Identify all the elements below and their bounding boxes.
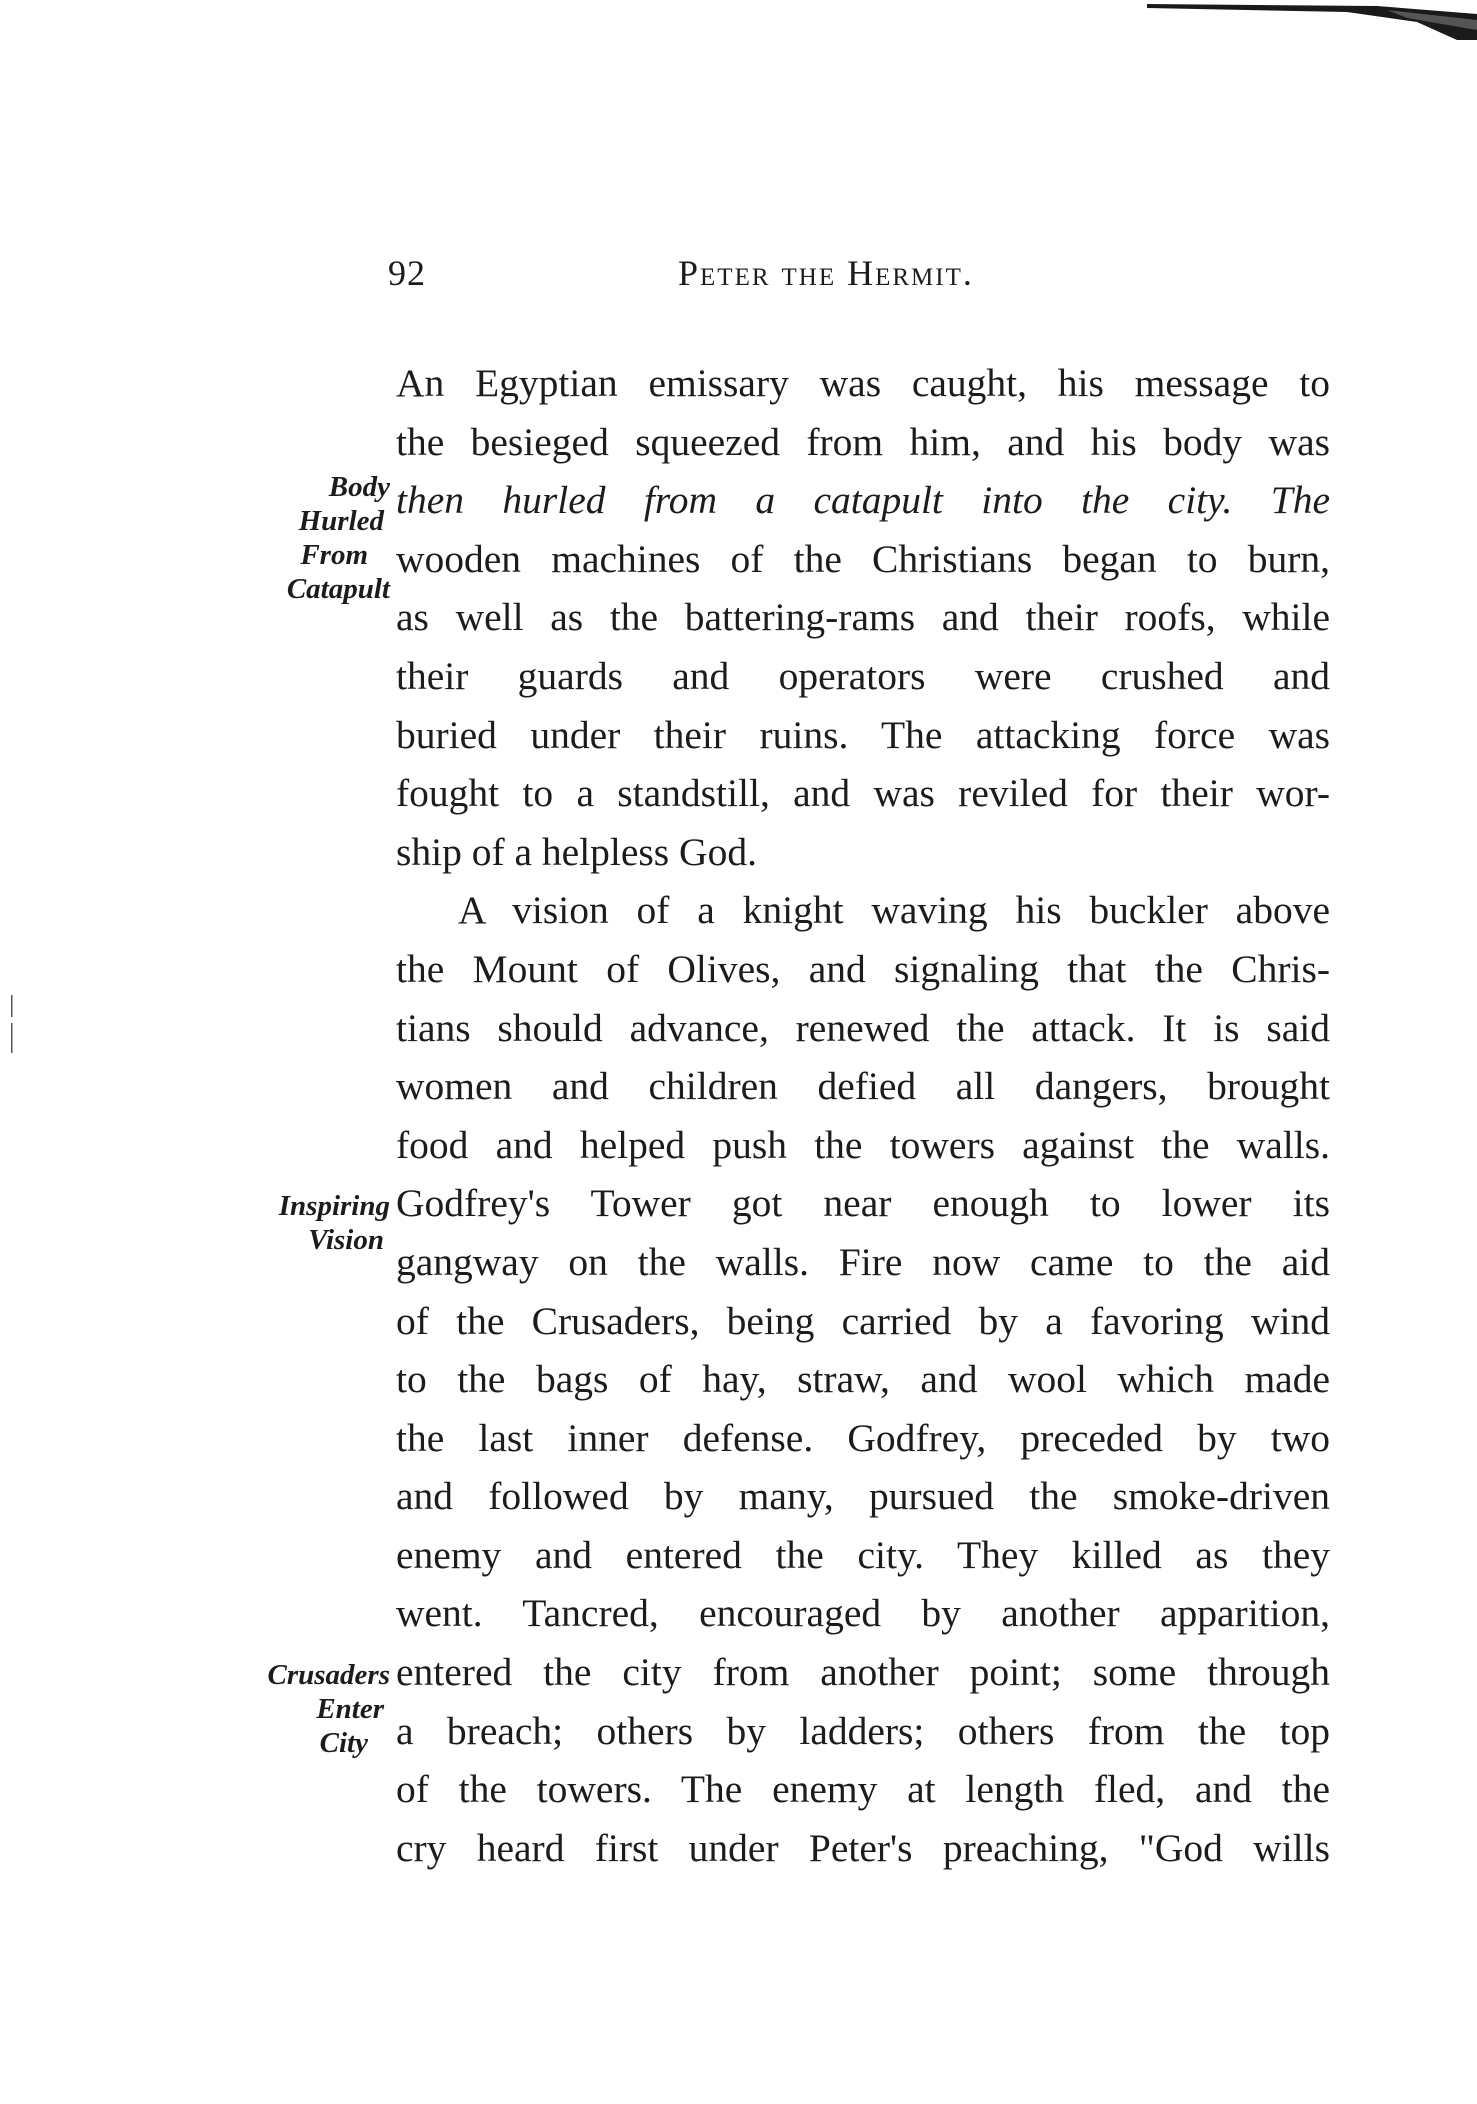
- text-line: the besieged squeezed from him, and his body was: [396, 419, 1330, 464]
- text-line: women and children defied all dangers, brought: [396, 1064, 1330, 1109]
- text-line: fought to a standstill, and was reviled for their wor-: [396, 771, 1330, 816]
- body-text: [396, 354, 1330, 1877]
- text-line: of the towers. The enemy at length fled, and the: [396, 1767, 1330, 1812]
- text-line: Godfrey's Tower got near enough to lower its: [396, 1181, 1330, 1226]
- page-header: [388, 252, 1338, 312]
- text-line: entered the city from another point; some through: [396, 1650, 1330, 1695]
- text-line: buried under their ruins. The attacking force was: [396, 712, 1330, 757]
- text-line: ship of a helpless God.: [396, 829, 757, 874]
- sidenote-line: Body: [328, 471, 390, 503]
- margin-mark: [10, 995, 14, 1055]
- text-line: a breach; others by ladders; others from the top: [396, 1708, 1330, 1753]
- text-line: the Mount of Olives, and signaling that the Chris-: [396, 946, 1330, 991]
- sidenote-line: Inspiring: [278, 1190, 390, 1222]
- text-line: food and helped push the towers against the walls.: [396, 1122, 1330, 1167]
- text-line: An Egyptian emissary was caught, his message to: [396, 361, 1330, 405]
- text-line: A vision of a knight waving his buckler above: [458, 888, 1330, 933]
- sidenote-line: Catapult: [286, 573, 390, 605]
- sidenote-line: From: [300, 539, 368, 571]
- sidenote-line: Vision: [308, 1224, 384, 1256]
- running-title: Peter the Hermit.: [678, 253, 974, 293]
- text-line: then hurled from a catapult into the city. The: [396, 478, 1330, 523]
- text-line: enemy and entered the city. They killed as they: [396, 1532, 1330, 1577]
- page-number: 92: [388, 253, 426, 293]
- text-line: went. Tancred, encouraged by another apparition,: [396, 1591, 1330, 1636]
- text-line: the last inner defense. Godfrey, preceded by two: [396, 1415, 1330, 1460]
- scan-edge-mark: [1147, 0, 1477, 40]
- text-line: gangway on the walls. Fire now came to the aid: [396, 1239, 1330, 1284]
- sidenote-body-hurled: [210, 470, 390, 606]
- text-line: as well as the battering-rams and their roofs, while: [396, 595, 1330, 640]
- sidenote-line: Hurled: [298, 505, 384, 537]
- text-line: and followed by many, pursued the smoke-driven: [396, 1474, 1330, 1519]
- text-line: wooden machines of the Christians began to burn,: [396, 536, 1330, 581]
- sidenote-line: Enter: [316, 1693, 384, 1725]
- text-line: of the Crusaders, being carried by a favoring wind: [396, 1298, 1330, 1343]
- text-line: to the bags of hay, straw, and wool which made: [396, 1357, 1330, 1402]
- sidenote-line: Crusaders: [267, 1659, 390, 1691]
- sidenote-line: City: [319, 1727, 368, 1759]
- text-line: tians should advance, renewed the attack. It is said: [396, 1005, 1330, 1050]
- text-line: their guards and operators were crushed and: [396, 653, 1330, 698]
- sidenote-inspiring-vision: [210, 1189, 390, 1257]
- text-line: cry heard first under Peter's preaching, "God wills: [396, 1825, 1330, 1870]
- sidenote-crusaders-enter-city: [210, 1658, 390, 1760]
